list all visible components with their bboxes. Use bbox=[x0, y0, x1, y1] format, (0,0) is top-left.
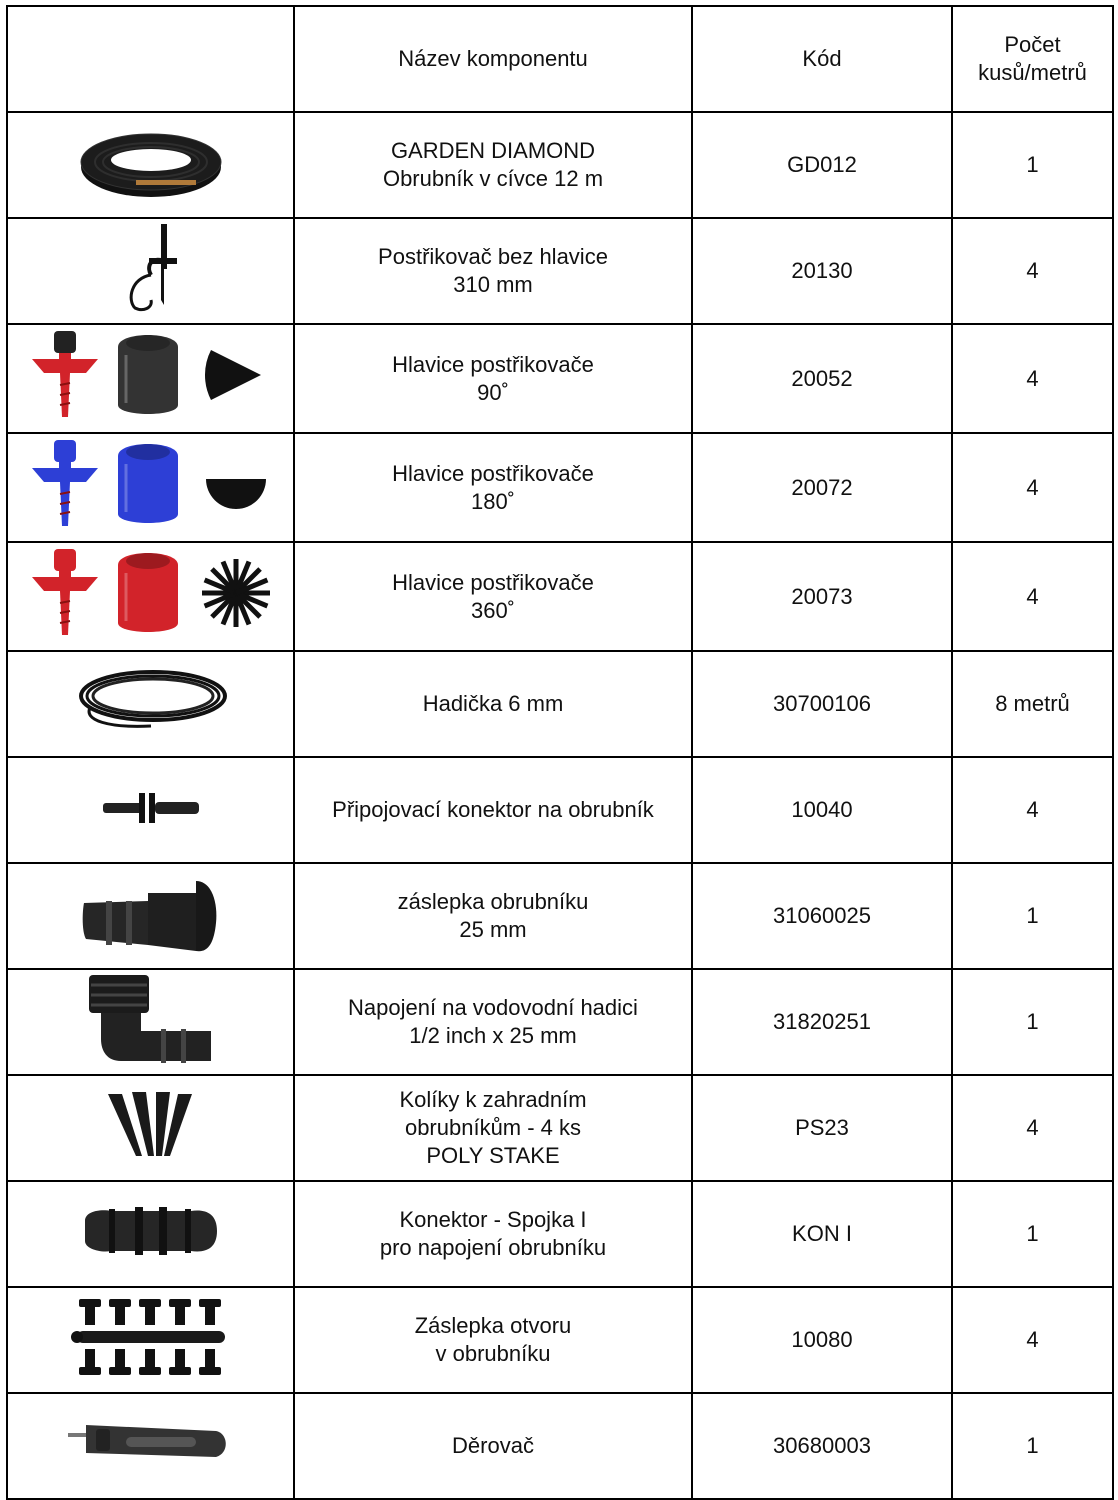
table-row bbox=[7, 863, 1113, 969]
header-qty-line1: Počet bbox=[1004, 32, 1061, 57]
component-image-cell bbox=[7, 1181, 294, 1287]
component-name-line: 360˚ bbox=[470, 597, 516, 623]
component-name bbox=[294, 218, 692, 324]
header-name: Název komponentu bbox=[294, 6, 692, 112]
table-row bbox=[7, 1393, 1113, 1499]
component-qty: 4 bbox=[952, 1075, 1113, 1181]
component-name-line: 180˚ bbox=[470, 488, 516, 514]
component-image-cell bbox=[7, 969, 294, 1075]
component-image-cell bbox=[7, 324, 294, 433]
component-name-line: Hlavice postřikovače bbox=[392, 569, 594, 595]
component-name-line: Kolíky k zahradním bbox=[399, 1087, 587, 1112]
component-name bbox=[294, 1181, 692, 1287]
component-name-line: Záslepka otvoru bbox=[414, 1313, 572, 1338]
component-code: 31060025 bbox=[692, 863, 952, 969]
header-qty bbox=[952, 6, 1113, 112]
component-qty: 1 bbox=[952, 1393, 1113, 1499]
component-name-line: pro napojení obrubníku bbox=[379, 1235, 607, 1260]
component-qty: 4 bbox=[952, 324, 1113, 433]
component-name bbox=[294, 433, 692, 542]
component-image-cell bbox=[7, 757, 294, 863]
component-name bbox=[294, 969, 692, 1075]
component-qty: 8 metrů bbox=[952, 651, 1113, 757]
component-name bbox=[294, 757, 692, 863]
component-name bbox=[294, 542, 692, 651]
coil-edging-icon bbox=[14, 122, 287, 209]
header-qty-line2: kusů/metrů bbox=[978, 60, 1087, 85]
component-code: 10040 bbox=[692, 757, 952, 863]
component-name-line: Hlavice postřikovače bbox=[392, 351, 594, 377]
component-image-cell bbox=[7, 1393, 294, 1499]
component-qty: 4 bbox=[952, 433, 1113, 542]
component-image-cell bbox=[7, 112, 294, 218]
component-name-line: 90˚ bbox=[477, 379, 509, 405]
component-image-cell bbox=[7, 1075, 294, 1181]
component-name-line: Konektor - Spojka I bbox=[399, 1207, 587, 1232]
component-name-line: v obrubníku bbox=[435, 1341, 551, 1366]
component-image-cell bbox=[7, 651, 294, 757]
component-name-line: Hlavice postřikovače bbox=[392, 460, 594, 486]
component-name-line: Postřikovač bez hlavice bbox=[378, 244, 608, 269]
end-plug-icon bbox=[14, 873, 287, 960]
component-qty: 1 bbox=[952, 863, 1113, 969]
component-name-line: 310 mm bbox=[453, 272, 533, 297]
table-row bbox=[7, 433, 1113, 542]
component-name-line: Připojovací konektor na obrubník bbox=[332, 797, 654, 822]
coupler-icon bbox=[14, 1201, 287, 1268]
component-name-line: obrubníkům - 4 ks bbox=[404, 1115, 582, 1140]
component-image-cell bbox=[7, 863, 294, 969]
component-code: 30700106 bbox=[692, 651, 952, 757]
table-row bbox=[7, 1287, 1113, 1393]
table-row bbox=[7, 1075, 1113, 1181]
component-name bbox=[294, 651, 692, 757]
table-header-row bbox=[7, 6, 1113, 112]
component-code: 20130 bbox=[692, 218, 952, 324]
component-qty: 1 bbox=[952, 112, 1113, 218]
component-code: 31820251 bbox=[692, 969, 952, 1075]
component-name-line: Napojení na vodovodní hadici bbox=[348, 995, 638, 1020]
table-row bbox=[7, 969, 1113, 1075]
component-name bbox=[294, 112, 692, 218]
table-row bbox=[7, 324, 1113, 433]
sprinkler-head-180-icon bbox=[14, 434, 287, 541]
component-name bbox=[294, 1287, 692, 1393]
component-code: 20052 bbox=[692, 324, 952, 433]
table-row bbox=[7, 112, 1113, 218]
sprinkler-stake-icon bbox=[14, 220, 287, 322]
component-image-cell bbox=[7, 1287, 294, 1393]
header-code: Kód bbox=[692, 6, 952, 112]
table-row bbox=[7, 651, 1113, 757]
component-code: KON I bbox=[692, 1181, 952, 1287]
component-qty: 4 bbox=[952, 542, 1113, 651]
hole-punch-icon bbox=[14, 1413, 287, 1480]
components-table bbox=[6, 5, 1114, 1500]
elbow-adapter-icon bbox=[14, 971, 287, 1073]
sprinkler-head-360-icon bbox=[14, 543, 287, 650]
component-name bbox=[294, 324, 692, 433]
component-qty: 4 bbox=[952, 1287, 1113, 1393]
component-name-line: Obrubník v cívce 12 m bbox=[382, 166, 604, 191]
component-name-line: POLY STAKE bbox=[426, 1143, 560, 1168]
component-code: 30680003 bbox=[692, 1393, 952, 1499]
table-row bbox=[7, 218, 1113, 324]
component-name-line: Děrovač bbox=[452, 1433, 534, 1458]
component-code: PS23 bbox=[692, 1075, 952, 1181]
component-name-line: záslepka obrubníku bbox=[397, 889, 589, 914]
connector-icon bbox=[14, 787, 287, 834]
component-name-line: 25 mm bbox=[459, 917, 527, 942]
component-qty: 4 bbox=[952, 218, 1113, 324]
tube-coil-icon bbox=[14, 666, 287, 743]
component-qty: 1 bbox=[952, 1181, 1113, 1287]
component-code: GD012 bbox=[692, 112, 952, 218]
component-name bbox=[294, 863, 692, 969]
sprinkler-head-90-icon bbox=[14, 325, 287, 432]
component-code: 10080 bbox=[692, 1287, 952, 1393]
hole-plugs-icon bbox=[14, 1297, 287, 1384]
poly-stakes-icon bbox=[14, 1090, 287, 1167]
component-name-line: Hadička 6 mm bbox=[422, 691, 564, 716]
component-name-line: 1/2 inch x 25 mm bbox=[409, 1023, 577, 1048]
component-name bbox=[294, 1393, 692, 1499]
table-row bbox=[7, 1181, 1113, 1287]
header-image-cell bbox=[7, 6, 294, 112]
component-name bbox=[294, 1075, 692, 1181]
component-image-cell bbox=[7, 433, 294, 542]
component-image-cell bbox=[7, 542, 294, 651]
component-name-line: GARDEN DIAMOND bbox=[390, 138, 596, 163]
table-row bbox=[7, 757, 1113, 863]
component-code: 20073 bbox=[692, 542, 952, 651]
component-qty: 1 bbox=[952, 969, 1113, 1075]
table-row bbox=[7, 542, 1113, 651]
component-code: 20072 bbox=[692, 433, 952, 542]
component-image-cell bbox=[7, 218, 294, 324]
component-qty: 4 bbox=[952, 757, 1113, 863]
